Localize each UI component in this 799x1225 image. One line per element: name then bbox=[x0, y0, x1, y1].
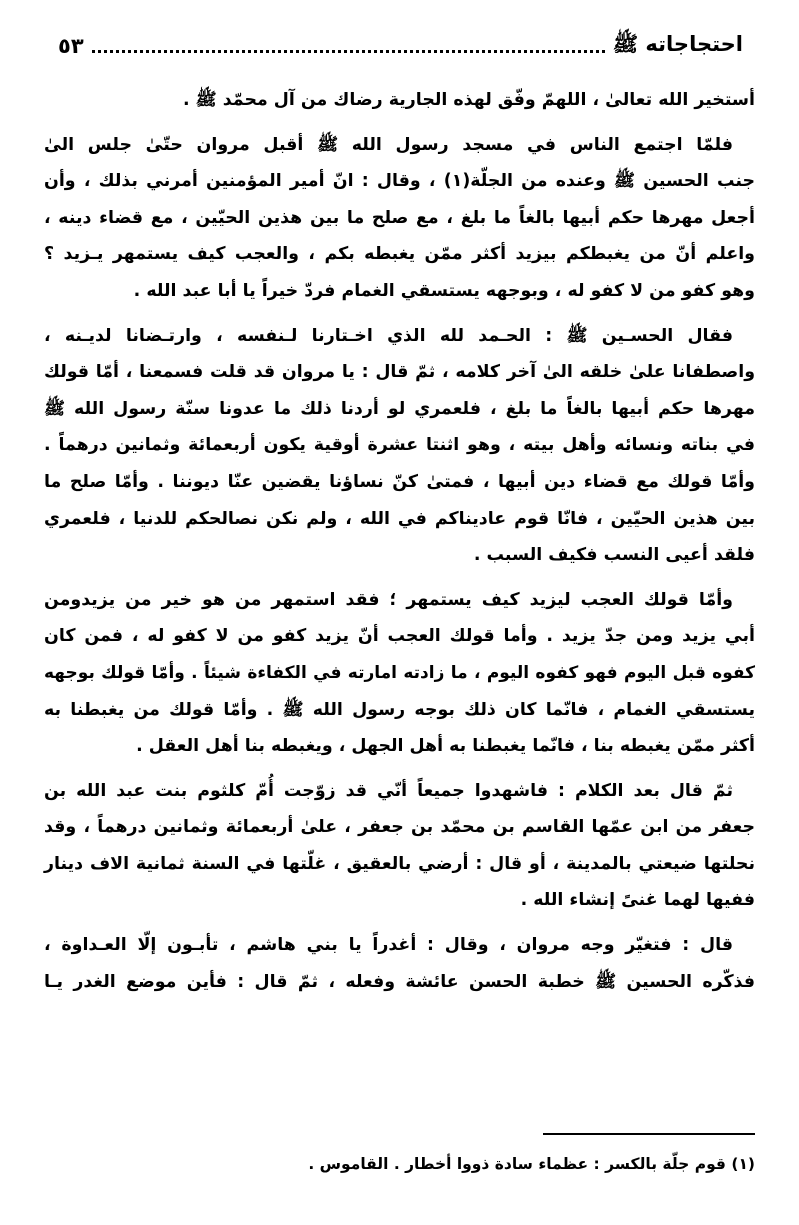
text-line: جعفر من ابن عمّها القاسم بن محمّد بن جعفر ، علىٰ أربعمائة وثمانين درهماً ، وقد bbox=[44, 817, 755, 838]
running-title: احتجاجاته ﷺ bbox=[612, 31, 743, 56]
paragraph bbox=[44, 82, 755, 119]
text-line: جنب الحسين ﷺ وعنده من الجلّة(١) ، وقال : انّ أمير المؤمنين أمرني بذلك ، وأن bbox=[44, 171, 755, 192]
paragraph bbox=[44, 582, 755, 765]
paragraph bbox=[44, 927, 755, 1000]
text-line: يستسقي الغمام ، فانّما كان ذلك بوجه رسول الله ﷺ . وأمّا قولك من يغبطنا به bbox=[44, 699, 755, 720]
text-line: بين هذين الحيّين ، فانّا قوم عاديناكم في الله ، ولم نكن نصالحكم للدنيا ، فلعمري bbox=[44, 508, 755, 529]
text-line: مهرها حكم أبيها بالغاً ما بلغ ، فلعمري لو أردنا ذلك ما عدونا سنّة رسول الله ﷺ bbox=[44, 398, 755, 419]
text-line: فلقد أعيى النسب فكيف السبب . bbox=[473, 545, 755, 566]
text-line: في بناته ونسائه وأهل بيته ، وهو اثنتا عشرة أوقية يكون أربعمائة وثمانين درهماً . bbox=[44, 435, 755, 456]
text-line: واعلم أنّ من يغبطكم بيزيد أكثر ممّن يغبطه بكم ، والعجب كيف يستمهر يـزيد ؟ bbox=[44, 244, 755, 265]
text-line: ففيها لهما غنىً إنشاء الله . bbox=[520, 890, 755, 911]
text-line: أكثر ممّن يغبطه بنا ، فانّما يغبطنا به أهل الجهل ، ويغبطه بنا أهل العقل . bbox=[136, 736, 755, 757]
text-line: وأمّا قولك العجب ليزيد كيف يستمهر ؛ فقد استمهر من هو خير من يزيدومن bbox=[44, 589, 733, 610]
text-line: فقال الحسـين ﷺ : الحـمد لله الذي اخـتارنا لـنفسه ، وارتـضانا لديـنه ، bbox=[44, 325, 733, 346]
text-line: ثمّ قال بعد الكلام : فاشهدوا جميعاً أنّي قد زوّجت أُمّ كلثوم بنت عبد الله بن bbox=[44, 780, 733, 801]
text-line: أجعل مهرها حكم أبيها بالغاً ما بلغ ، مع صلح ما بين هذين الحيّين ، مع قضاء دينه ، bbox=[44, 207, 755, 228]
text-line: وأمّا قولك مع قضاء دين أبيها ، فمتىٰ كنّ نساؤنا يقضين عنّا ديوننا . وأمّا صلح ما bbox=[44, 471, 755, 492]
text-line: أبي يزيد ومن جدّ يزيد . وأما قولك العجب أنّ يزيد كفو من لا كفو له ، فمن كان bbox=[44, 626, 755, 647]
paragraph bbox=[44, 318, 755, 574]
page-header bbox=[58, 28, 743, 64]
text-line: فلمّا اجتمع الناس في مسجد رسول الله ﷺ أقبل مروان حتّىٰ جلس الىٰ bbox=[44, 134, 733, 155]
main-text bbox=[44, 82, 755, 1008]
footnote-separator bbox=[543, 1133, 755, 1135]
text-line: فذكّره الحسين ﷺ خطبة الحسن عائشة وفعله ، ثمّ قال : فأين موضع الغدر يـا bbox=[44, 971, 755, 992]
footnote: (١) قوم جلّة بالكسر : عظماء سادة ذووا أخطار . القاموس . bbox=[308, 1155, 755, 1173]
text-line: أستخير الله تعالىٰ ، اللهمّ وفّق لهذه الجارية رضاك من آل محمّد ﷺ . bbox=[183, 90, 755, 110]
paragraph bbox=[44, 127, 755, 310]
text-line: وهو كفو من لا كفو له ، وبوجهه يستسقي الغمام فردّ خيراً يا أبا عبد الله . bbox=[133, 280, 755, 301]
text-line: واصطفانا علىٰ خلقه الىٰ آخر كلامه ، ثمّ قال : يا مروان قد قلت فسمعنا ، أمّا قولك bbox=[44, 362, 755, 383]
paragraph bbox=[44, 773, 755, 919]
text-line: كفوه قبل اليوم فهو كفوه اليوم ، ما زادته امارته في الكفاءة شيئاً . وأمّا قولك بوجهه bbox=[44, 662, 755, 683]
text-line: نحلتها ضيعتي بالمدينة ، أو قال : أرضي بالعقيق ، غلّتها في السنة ثمانية الاف دينار bbox=[44, 853, 755, 874]
text-line: قال : فتغيّر وجه مروان ، وقال : أغدراً يا بني هاشم ، تأبـون إلّا العـداوة ، bbox=[44, 935, 733, 956]
page-number: ٥٣ bbox=[58, 34, 84, 58]
leader-dots bbox=[92, 50, 605, 53]
